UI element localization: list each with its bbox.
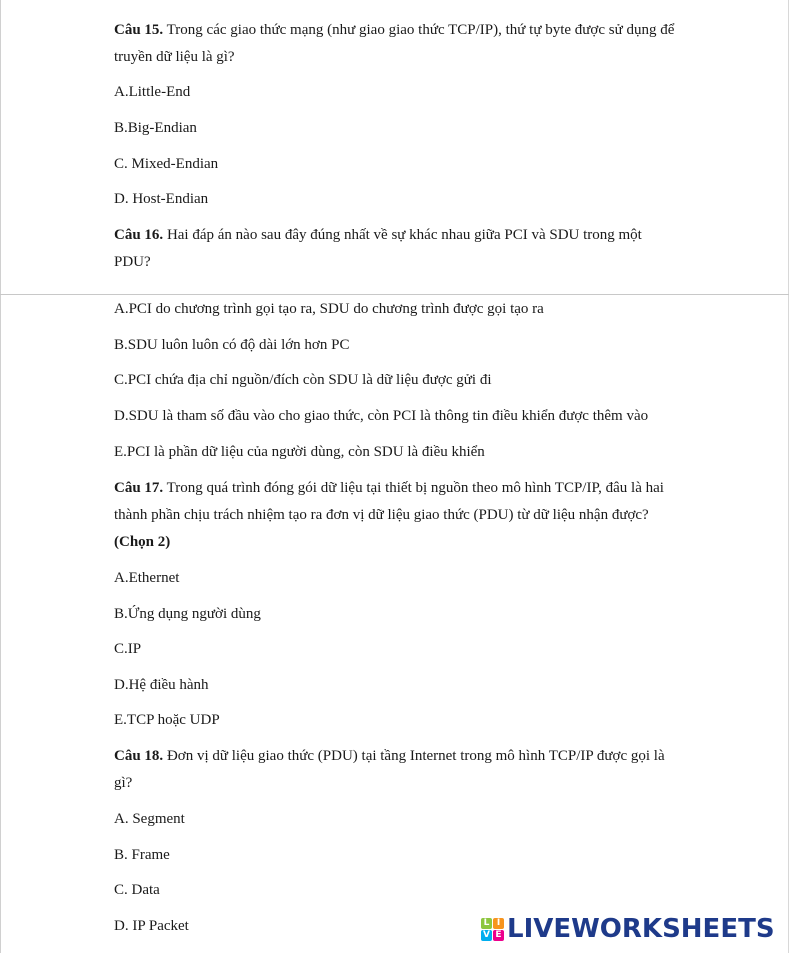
question-17-option-a[interactable]: A.Ethernet xyxy=(114,570,180,586)
question-17-line-2: thành phần chịu trách nhiệm tạo ra đơn vị dữ liệu giao thức (PDU) từ dữ liệu nhận được? xyxy=(114,507,649,523)
logo-icon-tile-v: V xyxy=(481,930,492,941)
question-17-option-c[interactable]: C.IP xyxy=(114,641,142,657)
question-17-note: (Chọn 2) xyxy=(114,534,171,550)
question-17-option-d[interactable]: D.Hệ điều hành xyxy=(114,677,209,693)
question-15-option-d[interactable]: D. Host-Endian xyxy=(114,191,209,207)
question-16-option-d[interactable]: D.SDU là tham số đầu vào cho giao thức, còn PCI là thông tin điều khiển được thêm vào xyxy=(114,408,649,424)
logo-icon-tile-l: L xyxy=(481,918,492,929)
question-16-option-c[interactable]: C.PCI chứa địa chỉ nguồn/đích còn SDU là dữ liệu được gửi đi xyxy=(114,372,492,388)
question-17-option-e[interactable]: E.TCP hoặc UDP xyxy=(114,712,220,728)
question-18-option-d[interactable]: D. IP Packet xyxy=(114,918,189,934)
question-18-option-a[interactable]: A. Segment xyxy=(114,811,185,827)
question-17-option-b[interactable]: B.Ứng dụng người dùng xyxy=(114,606,261,622)
question-18-option-c[interactable]: C. Data xyxy=(114,882,160,898)
question-16-option-a[interactable]: A.PCI do chương trình gọi tạo ra, SDU do chương trình được gọi tạo ra xyxy=(114,301,544,317)
question-18-option-b[interactable]: B. Frame xyxy=(114,847,170,863)
liveworksheets-logo-text: LIVEWORKSHEETS xyxy=(507,914,775,944)
question-15-line-2: truyền dữ liệu là gì? xyxy=(114,49,235,65)
question-16-option-b[interactable]: B.SDU luôn luôn có độ dài lớn hơn PC xyxy=(114,337,350,353)
question-16-option-e[interactable]: E.PCI là phần dữ liệu của người dùng, còn SDU là điều khiển xyxy=(114,444,485,460)
question-18-line-2: gì? xyxy=(114,775,133,791)
logo-icon-tile-e: E xyxy=(493,930,504,941)
page-left-border xyxy=(0,0,1,953)
question-18-line-1: Câu 18. Đơn vị dữ liệu giao thức (PDU) tại tầng Internet trong mô hình TCP/IP được gọi là xyxy=(114,748,665,764)
liveworksheets-logo-icon xyxy=(481,918,504,941)
question-16-line-2: PDU? xyxy=(114,254,151,270)
question-17-line-1: Câu 17. Trong quá trình đóng gói dữ liệu tại thiết bị nguồn theo mô hình TCP/IP, đâu là hai xyxy=(114,480,664,496)
page-break-divider xyxy=(0,294,789,295)
logo-icon-tile-i: I xyxy=(493,918,504,929)
question-15-option-c[interactable]: C. Mixed-Endian xyxy=(114,156,219,172)
question-16-line-1: Câu 16. Hai đáp án nào sau đây đúng nhất về sự khác nhau giữa PCI và SDU trong một xyxy=(114,227,642,243)
question-15-option-b[interactable]: B.Big-Endian xyxy=(114,120,197,136)
question-15-line-1: Câu 15. Trong các giao thức mạng (như giao giao thức TCP/IP), thứ tự byte được sử dụng để xyxy=(114,22,675,38)
liveworksheets-logo xyxy=(481,915,775,943)
question-15-option-a[interactable]: A.Little-End xyxy=(114,84,191,100)
